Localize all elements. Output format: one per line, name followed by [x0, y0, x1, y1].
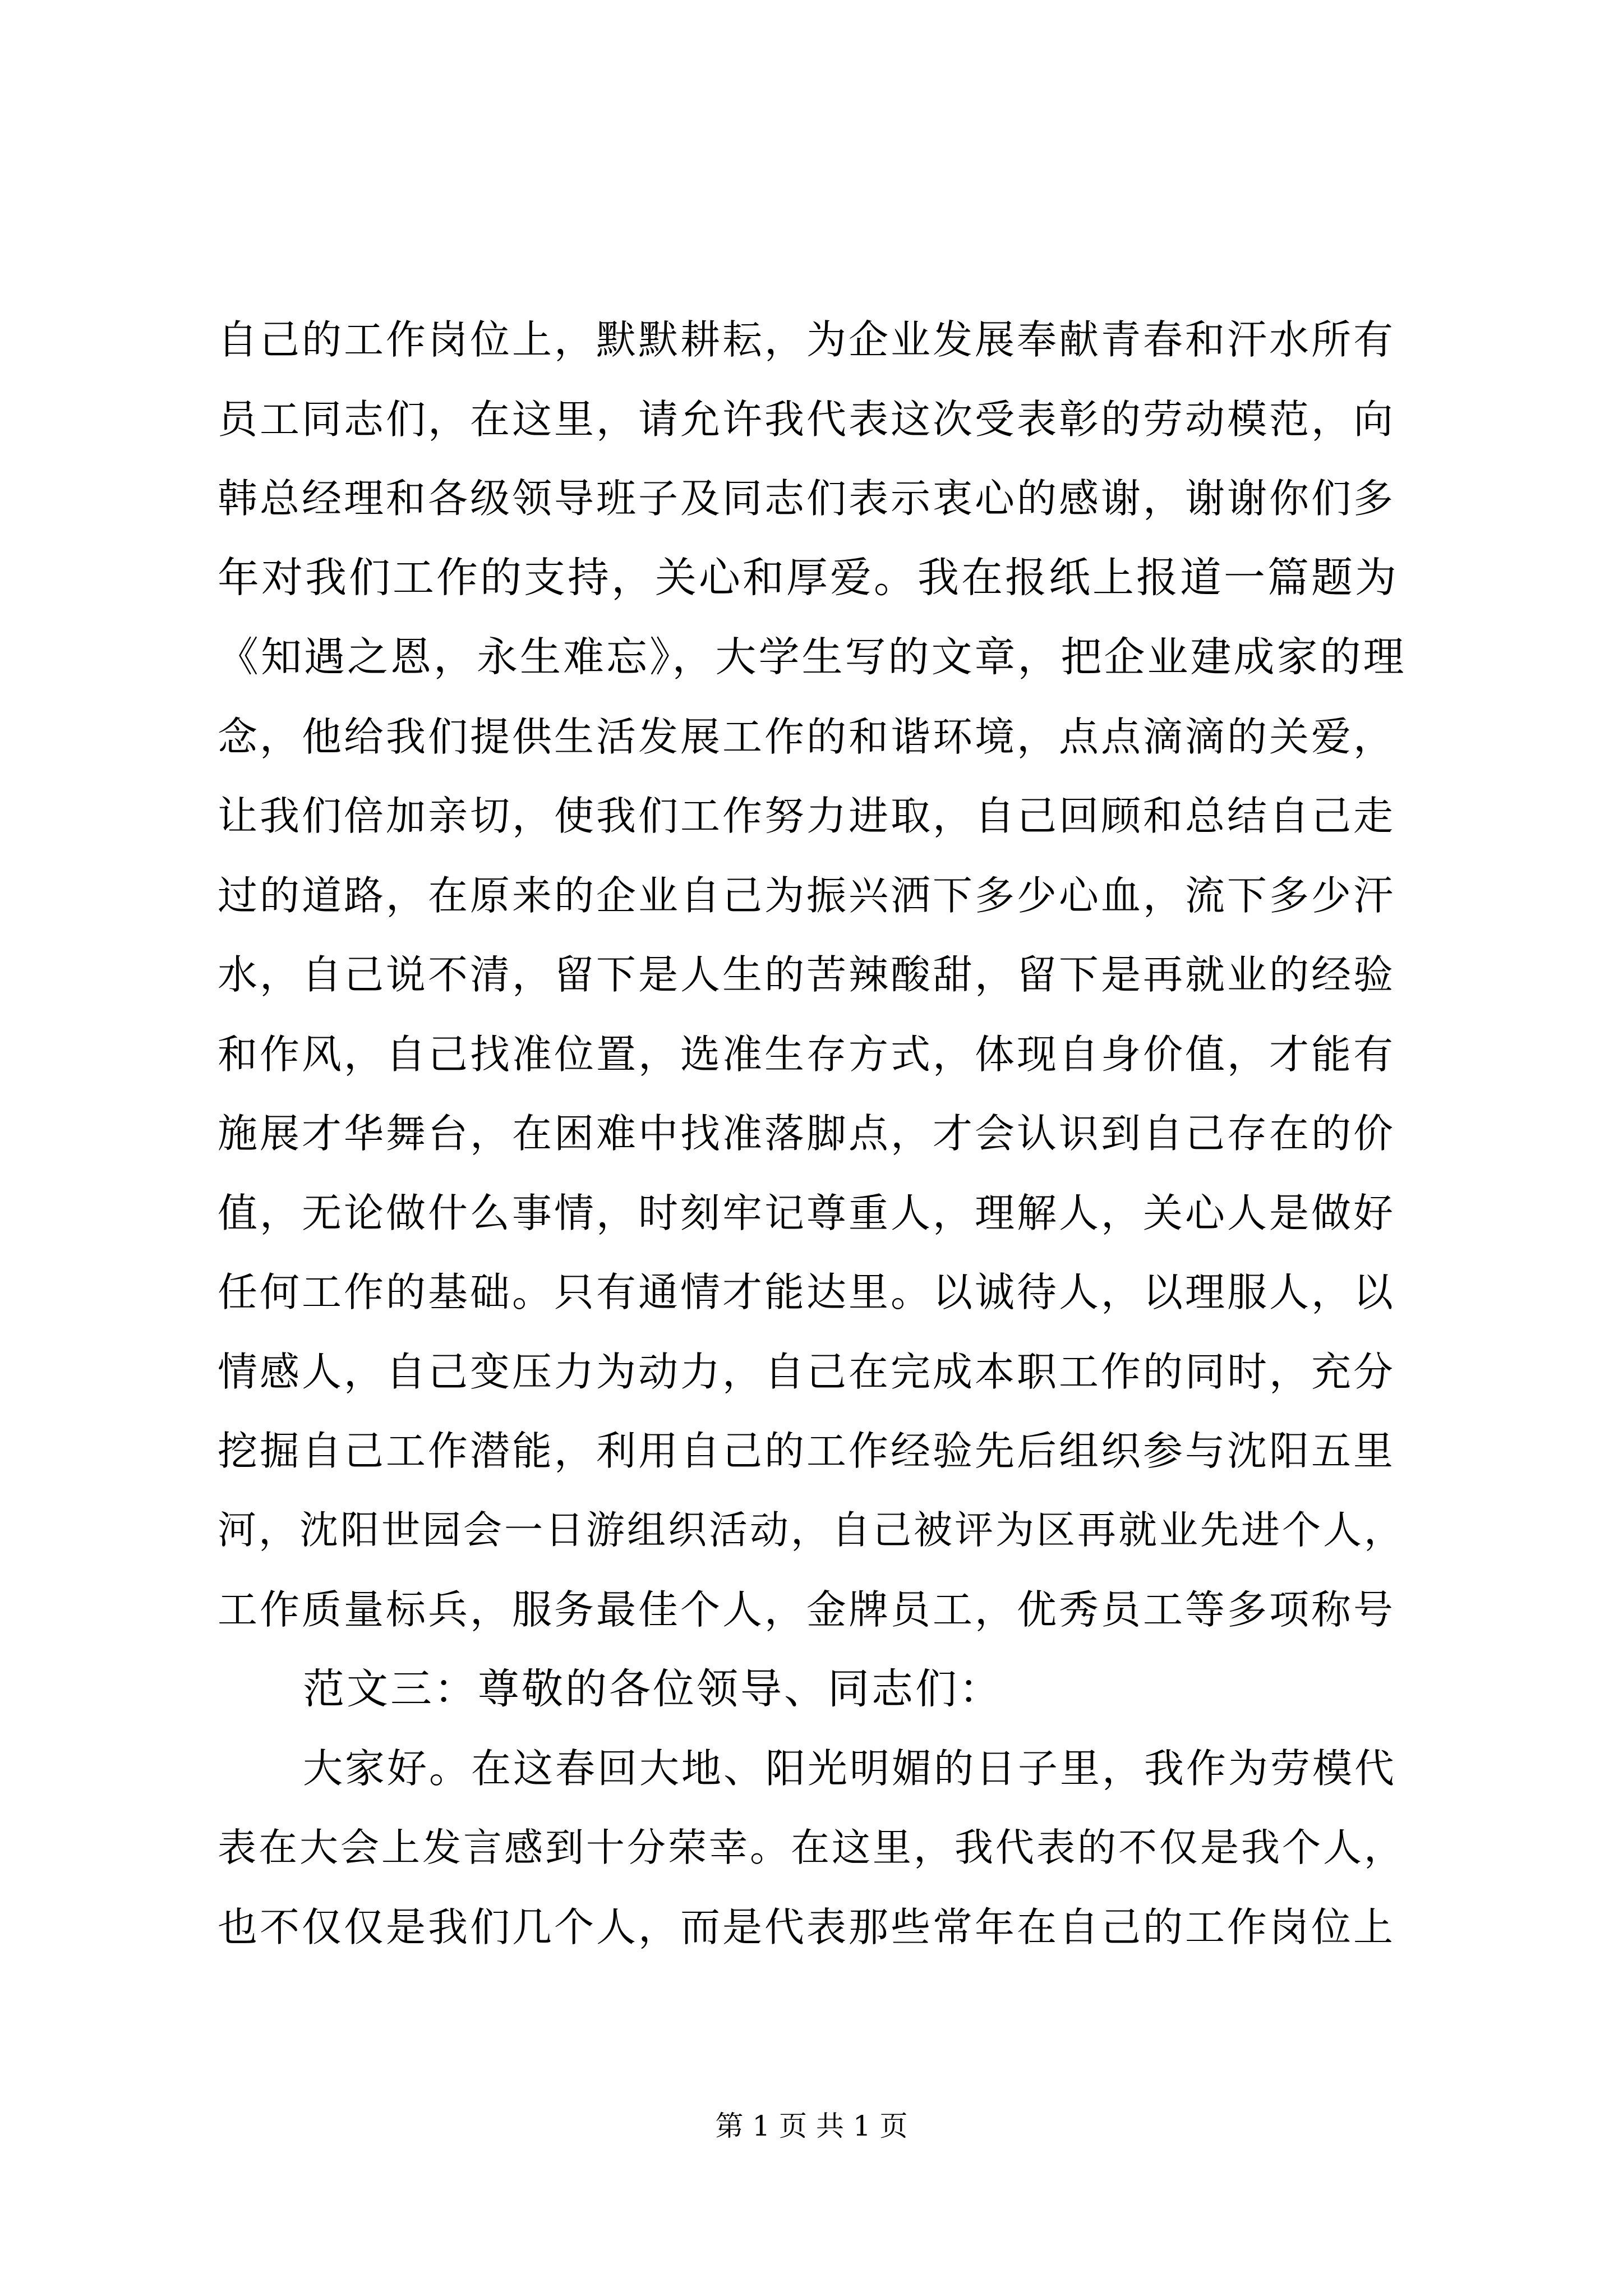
page-footer: [0, 2106, 1623, 2146]
text-line: 工作质量标兵，服务最佳个人，金牌员工，优秀员工等多项称号: [218, 1586, 1396, 1633]
text-line: 表在大会上发言感到十分荣幸。在这里，我代表的不仅是我个人，: [218, 1825, 1405, 1870]
text-line: 韩总经理和各级领导班子及同志们表示衷心的感谢，谢谢你们多: [218, 475, 1396, 522]
section-heading: 范文三：尊敬的各位领导、同志们：: [303, 1664, 1003, 1713]
text-line: 水，自己说不清，留下是人生的苦辣酸甜，留下是再就业的经验: [218, 951, 1396, 998]
document-body: [218, 300, 1409, 1967]
text-line: 情感人，自己变压力为动力，自己在完成本职工作的同时，充分: [218, 1348, 1396, 1395]
text-line: 河，沈阳世园会一日游组织活动，自己被评为区再就业先进个人，: [218, 1507, 1405, 1553]
text-line: 值，无论做什么事情，时刻牢记尊重人，理解人，关心人是做好: [218, 1189, 1396, 1236]
text-line: 任何工作的基础。只有通情才能达里。以诚待人，以理服人，以: [218, 1269, 1396, 1315]
text-line: 念，他给我们提供生活发展工作的和谐环境，点点滴滴的关爱，: [218, 713, 1396, 760]
text-line: 挖掘自己工作潜能，利用自己的工作经验先后组织参与沈阳五里: [218, 1428, 1396, 1474]
text-line: 施展才华舞台，在困难中找准落脚点，才会认识到自己存在的价: [218, 1110, 1396, 1157]
text-line: 自己的工作岗位上，默默耕耘，为企业发展奉献青春和汗水所有: [218, 316, 1396, 363]
text-line: 年对我们工作的支持，关心和厚爱。我在报纸上报道一篇题为: [218, 553, 1399, 602]
text-line: 和作风，自己找准位置，选准生存方式，体现自身价值，才能有: [218, 1030, 1396, 1078]
text-line: 员工同志们，在这里，请允许我代表这次受表彰的劳动模范，向: [218, 395, 1396, 443]
text-line: 让我们倍加亲切，使我们工作努力进取，自己回顾和总结自己走: [218, 793, 1396, 839]
text-line: 过的道路，在原来的企业自己为振兴洒下多少心血，流下多少汗: [218, 872, 1396, 919]
text-line: 也不仅仅是我们几个人，而是代表那些常年在自己的工作岗位上: [218, 1904, 1396, 1950]
paragraph-start: 大家好。在这春回大地、阳光明媚的日子里，我作为劳模代: [303, 1745, 1397, 1792]
page-number: 第 1 页 共 1 页: [715, 2110, 908, 2142]
text-line: 《知遇之恩，永生难忘》，大学生写的文章，把企业建成家的理: [218, 633, 1407, 681]
